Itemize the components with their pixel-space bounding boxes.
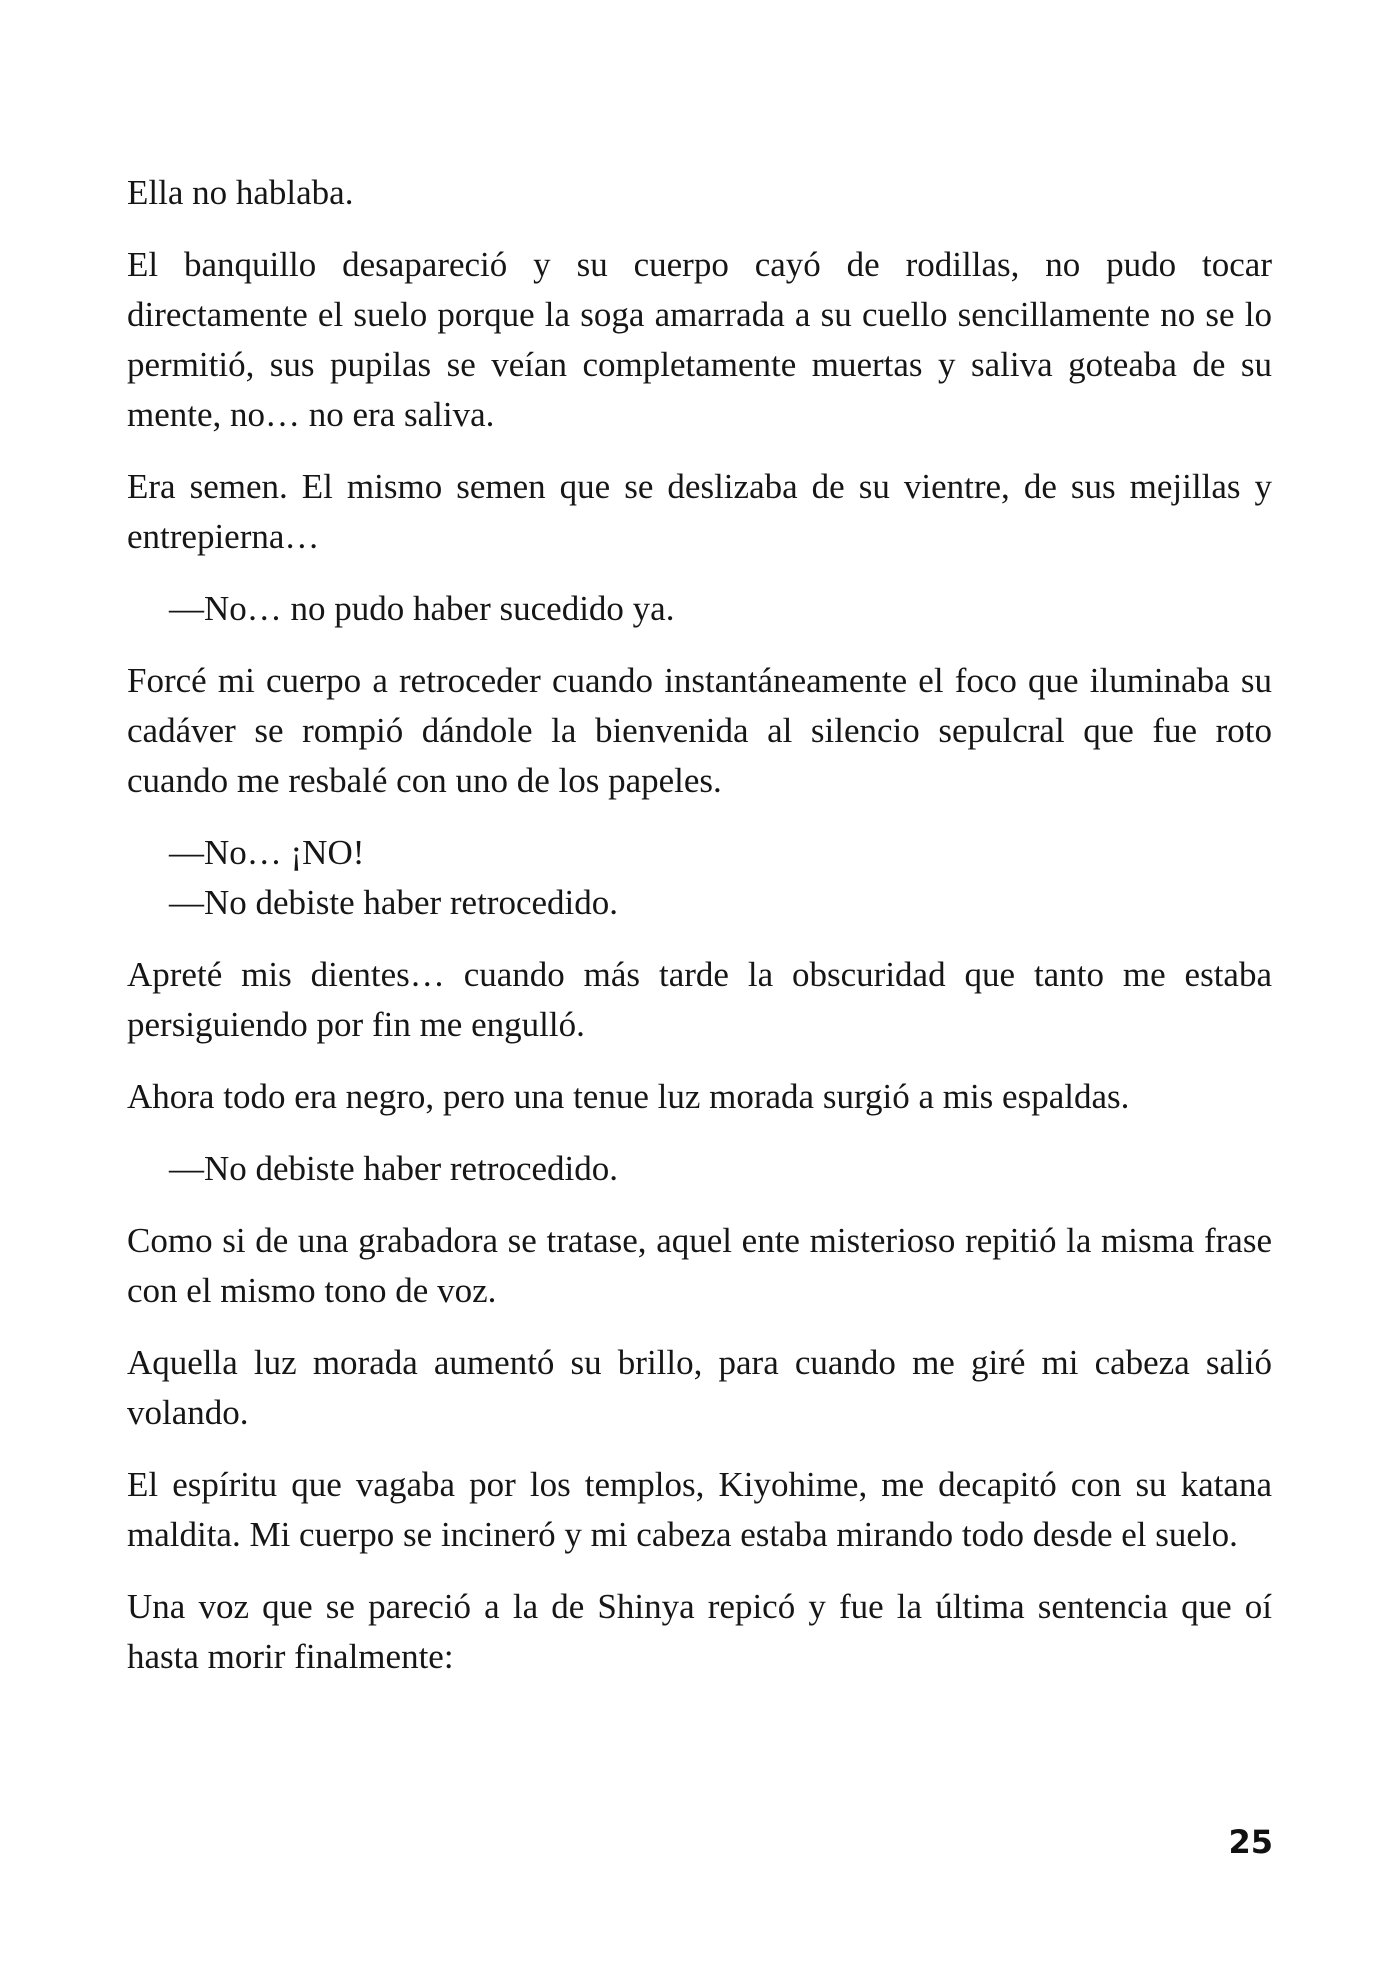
paragraph: Aquella luz morada aumentó su brillo, para cuando me giré mi cabeza salió volando. <box>127 1343 1272 1432</box>
paragraph: Una voz que se pareció a la de Shinya repicó y fue la última sentencia que oí hasta morir finalmente: <box>127 1587 1272 1676</box>
dialogue-line: —No debiste haber retrocedido. <box>169 883 619 922</box>
dialogue-group <box>127 828 1272 928</box>
body-text <box>127 168 1272 1704</box>
paragraph: Era semen. El mismo semen que se deslizaba de su vientre, de sus mejillas y entrepierna… <box>127 467 1272 556</box>
dialogue-group <box>127 1144 1272 1194</box>
paragraph: El banquillo desapareció y su cuerpo cayó de rodillas, no pudo tocar directamente el suelo porque la soga amarrada a su cuello sencillamente no se lo permitió, sus pupilas se veían completamente muertas y saliva goteaba de su mente, no… no era saliva. <box>127 245 1272 434</box>
paragraph: Forcé mi cuerpo a retroceder cuando instantáneamente el foco que iluminaba su cadáver se rompió dándole la bienvenida al silencio sepulcral que fue roto cuando me resbalé con uno de los papeles. <box>127 661 1272 800</box>
page-number: 25 <box>1228 1823 1273 1861</box>
paragraph: El espíritu que vagaba por los templos, Kiyohime, me decapitó con su katana maldita. Mi cuerpo se incineró y mi cabeza estaba mirando todo desde el suelo. <box>127 1465 1272 1554</box>
dialogue-line: —No… ¡NO! <box>169 833 365 872</box>
paragraph: Apreté mis dientes… cuando más tarde la obscuridad que tanto me estaba persiguiendo por fin me engulló. <box>127 955 1272 1044</box>
paragraph: Ahora todo era negro, pero una tenue luz morada surgió a mis espaldas. <box>127 1077 1130 1116</box>
dialogue-group <box>127 584 1272 634</box>
paragraph: Ella no hablaba. <box>127 173 354 212</box>
dialogue-line: —No… no pudo haber sucedido ya. <box>169 589 675 628</box>
dialogue-line: —No debiste haber retrocedido. <box>169 1149 619 1188</box>
paragraph: Como si de una grabadora se tratase, aquel ente misterioso repitió la misma frase con el mismo tono de voz. <box>127 1221 1272 1310</box>
